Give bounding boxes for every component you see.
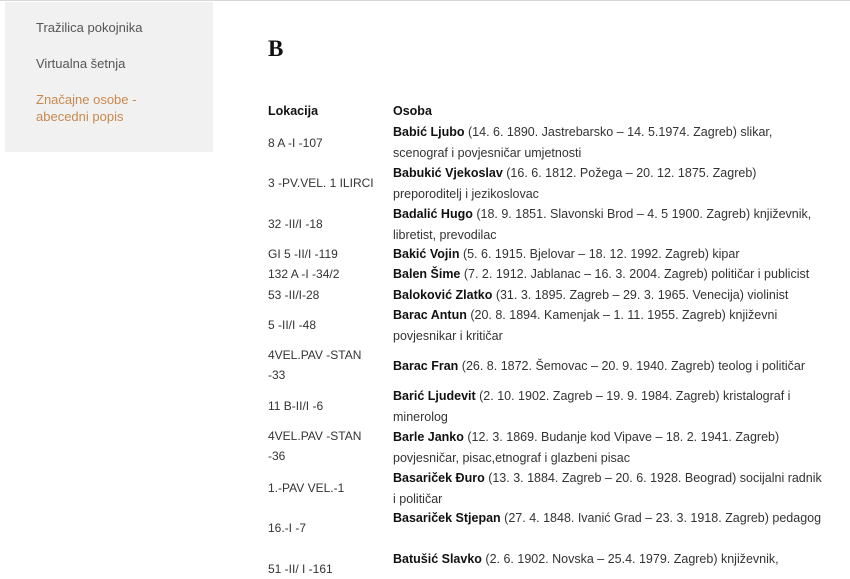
person-details: (14. 6. 1890. Jastrebarsko – 14. 5.1974. Zagreb) slikar, scenograf i povjesničar umjetnosti xyxy=(393,125,773,160)
person-name: Babić Ljubo xyxy=(393,125,465,139)
person-details: (27. 4. 1848. Ivanić Grad – 23. 3. 1918. Zagreb) pedagog xyxy=(500,511,822,525)
person-cell xyxy=(393,122,823,163)
person-details: (16. 6. 1812. Požega – 20. 12. 1875. Zagreb) preporoditelj i jezikoslovac xyxy=(393,166,757,201)
location-cell: 3 -PV.VEL. 1 ILIRCI xyxy=(268,176,374,190)
person-cell xyxy=(393,244,823,265)
person-cell xyxy=(393,468,823,509)
location-cell: 16.-I -7 xyxy=(268,521,307,535)
location-cell: 51 -II/ I -161 xyxy=(268,562,333,576)
person-details: (20. 8. 1894. Kamenjak – 1. 11. 1955. Zagreb) književni povjesnikar i kritičar xyxy=(393,308,778,343)
person-details: (2. 6. 1902. Novska – 25.4. 1979. Zagreb) književnik, xyxy=(481,552,779,566)
sidebar-item-notable-persons[interactable]: Značajne osobe - abecedni popis xyxy=(36,92,137,124)
person-name: Bakić Vojin xyxy=(393,247,460,261)
location-cell: GI 5 -II/I -119 xyxy=(268,247,338,261)
person-name: Basariček Đuro xyxy=(393,471,485,485)
person-details: (26. 8. 1872. Šemovac – 20. 9. 1940. Zagreb) teolog i političar xyxy=(458,359,806,373)
column-header-person: Osoba xyxy=(393,104,432,118)
person-details: (18. 9. 1851. Slavonski Brod – 4. 5 1900. Zagreb) književnik, libretist, prevodilac xyxy=(393,207,812,242)
person-name: Batušić Slavko xyxy=(393,552,482,566)
person-details: (2. 10. 1902. Zagreb – 19. 9. 1984. Zagreb) kristalograf i minerolog xyxy=(393,389,791,424)
person-name: Barac Antun xyxy=(393,308,467,322)
person-details: (12. 3. 1869. Budanje kod Vipave – 18. 2. 1941. Zagreb) povjesničar, pisac,etnograf i glazbeni pisac xyxy=(393,430,780,465)
person-cell xyxy=(393,204,823,245)
person-details: (5. 6. 1915. Bjelovar – 18. 12. 1992. Zagreb) kipar xyxy=(459,247,740,261)
location-cell: 4VEL.PAV -STAN -33 xyxy=(268,348,362,382)
location-cell: 4VEL.PAV -STAN -36 xyxy=(268,429,362,463)
person-cell xyxy=(393,549,823,570)
person-cell xyxy=(393,305,823,346)
person-name: Badalić Hugo xyxy=(393,207,473,221)
location-cell: 1.-PAV VEL.-1 xyxy=(268,481,345,495)
location-cell: 32 -II/I -18 xyxy=(268,217,323,231)
location-cell: 5 -II/I -48 xyxy=(268,318,317,332)
location-cell: 11 B-II/I -6 xyxy=(268,399,324,413)
column-header-location: Lokacija xyxy=(268,104,319,118)
person-name: Basariček Stjepan xyxy=(393,511,501,525)
person-cell xyxy=(393,163,823,204)
person-name: Barle Janko xyxy=(393,430,464,444)
person-cell xyxy=(393,285,823,306)
person-name: Babukić Vjekoslav xyxy=(393,166,503,180)
person-cell xyxy=(393,356,823,377)
person-name: Barac Fran xyxy=(393,359,459,373)
sidebar-item-search-deceased[interactable]: Tražilica pokojnika xyxy=(36,20,143,35)
person-name: Barić Ljudevit xyxy=(393,389,476,403)
person-cell xyxy=(393,508,823,529)
person-details: (31. 3. 1895. Zagreb – 29. 3. 1965. Venecija) violinist xyxy=(492,288,789,302)
person-cell xyxy=(393,264,823,285)
page-title: B xyxy=(268,36,284,61)
person-cell xyxy=(393,386,823,427)
location-cell: 132 A -I -34/2 xyxy=(268,267,340,281)
person-cell xyxy=(393,427,823,468)
location-cell: 53 -II/I-28 xyxy=(268,288,320,302)
person-details: (7. 2. 1912. Jablanac – 16. 3. 2004. Zagreb) političar i publicist xyxy=(460,267,810,281)
person-details: (13. 3. 1884. Zagreb – 20. 6. 1928. Beograd) socijalni radnik i političar xyxy=(393,471,822,506)
person-name: Balen Šime xyxy=(393,267,461,281)
sidebar-item-virtual-walk[interactable]: Virtualna šetnja xyxy=(36,56,126,71)
person-name: Baloković Zlatko xyxy=(393,288,493,302)
location-cell: 8 A -I -107 xyxy=(268,136,323,150)
